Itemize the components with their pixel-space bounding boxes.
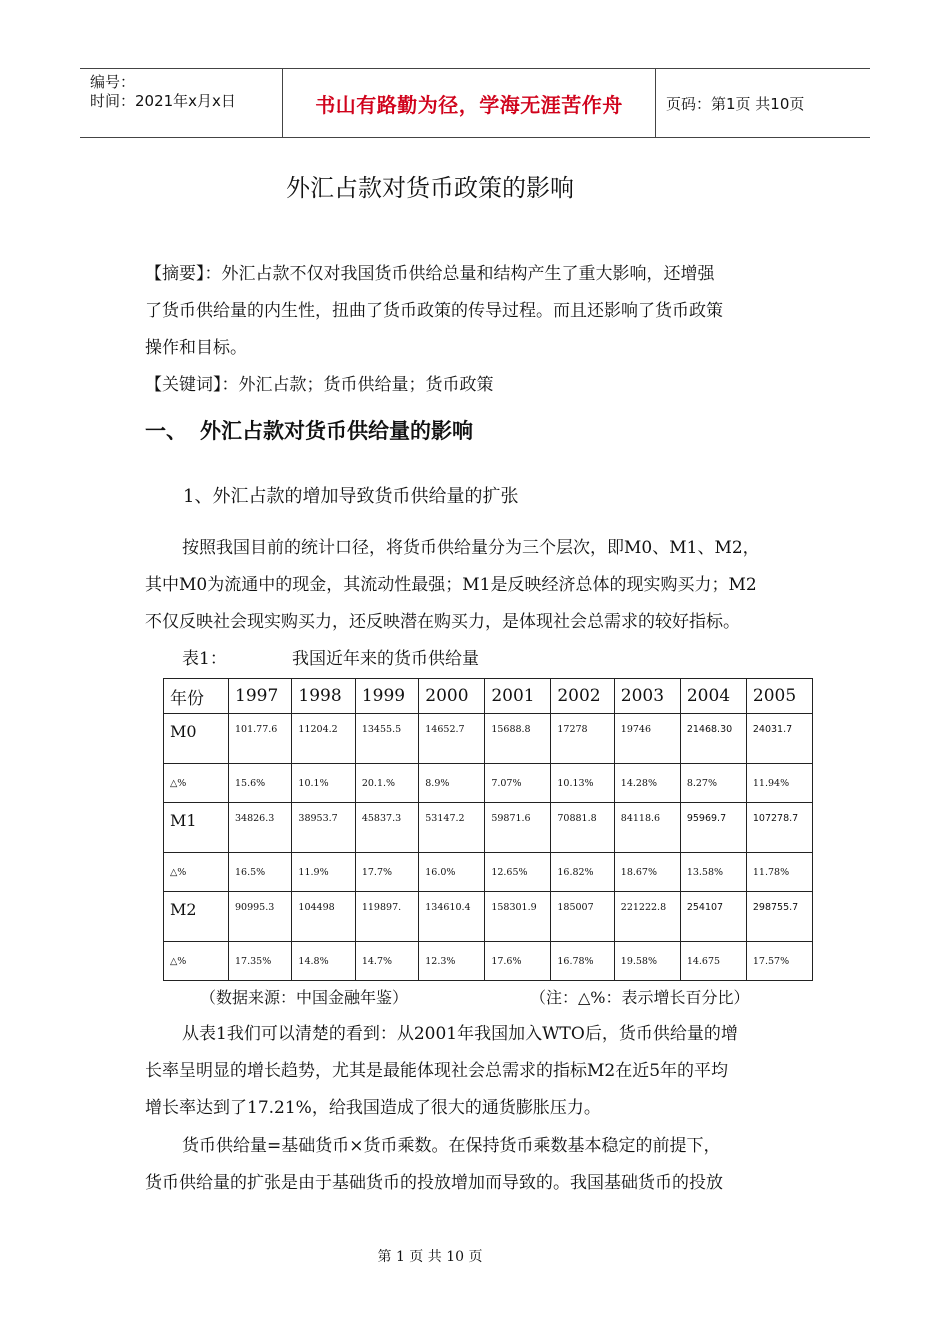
- table-cell: 15688.8: [485, 714, 551, 764]
- table-cell: 8.27%: [680, 764, 746, 803]
- table-row: [164, 803, 813, 853]
- table-caption: [145, 641, 815, 678]
- paragraph-line: 货币供给量=基础货币×货币乘数。在保持货币乘数基本稳定的前提下，: [182, 1136, 721, 1156]
- keywords: 【关键词】：外汇占款；货币供给量；货币政策: [145, 375, 494, 395]
- table-row: [164, 942, 813, 981]
- table-cell: 158301.9: [485, 892, 551, 942]
- table-cell: 134610.4: [419, 892, 485, 942]
- table-cell: 11204.2: [292, 714, 355, 764]
- table-cell: 18.67%: [614, 853, 680, 892]
- header-page-info: 页码：第1页 共10页: [666, 94, 805, 113]
- paragraph-line: 按照我国目前的统计口径，将货币供给量分为三个层次，即M0、M1、M2，: [182, 538, 760, 558]
- section-title: 外汇占款对货币供给量的影响: [200, 419, 473, 443]
- table-cell: 104498: [292, 892, 355, 942]
- table-header-cell: 2005: [746, 679, 812, 714]
- table-cell: 15.6%: [229, 764, 292, 803]
- table-cell: 17278: [551, 714, 614, 764]
- table-cell: 17.35%: [229, 942, 292, 981]
- page-footer: 第 1 页 共 10 页: [377, 1249, 483, 1265]
- table-source: （数据来源：中国金融年鉴）: [200, 988, 409, 1007]
- table-row: [164, 853, 813, 892]
- table-cell: 24031.7: [746, 714, 812, 764]
- abstract-line: 操作和目标。: [145, 338, 247, 358]
- table-note: （注：△%：表示增长百分比）: [530, 988, 750, 1007]
- table-cell: 17.57%: [746, 942, 812, 981]
- table-header-cell: 2002: [551, 679, 614, 714]
- number-label: 编号：: [90, 73, 136, 91]
- table-cell: 19.58%: [614, 942, 680, 981]
- table-cell: 38953.7: [292, 803, 355, 853]
- table-cell: 254107: [680, 892, 746, 942]
- paragraph-line: 从表1我们可以清楚的看到：从2001年我国加入WTO后，货币供给量的增: [182, 1024, 738, 1044]
- table-cell: 59871.6: [485, 803, 551, 853]
- abstract-line: 【摘要】：外汇占款不仅对我国货币供给总量和结构产生了重大影响，还增强: [145, 264, 715, 284]
- table-cell: 16.78%: [551, 942, 614, 981]
- table-cell: 34826.3: [229, 803, 292, 853]
- table-header-cell: 1999: [355, 679, 418, 714]
- money-supply-table: [163, 678, 813, 981]
- abstract: [145, 256, 815, 404]
- table-header-cell: 1997: [229, 679, 292, 714]
- table-cell: 7.07%: [485, 764, 551, 803]
- table-cell: 53147.2: [419, 803, 485, 853]
- table-header-cell: 年份: [164, 679, 229, 714]
- table-row: [164, 714, 813, 764]
- paragraph-3: [145, 1128, 815, 1202]
- table-cell: 298755.7: [746, 892, 812, 942]
- table-cell: 14652.7: [419, 714, 485, 764]
- table-cell: 16.0%: [419, 853, 485, 892]
- document-header: [80, 68, 870, 138]
- table-cell: 12.65%: [485, 853, 551, 892]
- table-cell: 11.9%: [292, 853, 355, 892]
- table-cell: 84118.6: [614, 803, 680, 853]
- table-header-cell: 2003: [614, 679, 680, 714]
- table-cell: 16.5%: [229, 853, 292, 892]
- table-caption-label: 表1：: [182, 649, 227, 669]
- paragraph-line: 长率呈明显的增长趋势，尤其是最能体现社会总需求的指标M2在近5年的平均: [145, 1061, 729, 1081]
- table-header-cell: 2001: [485, 679, 551, 714]
- table-cell: 14.7%: [355, 942, 418, 981]
- table-cell: △%: [164, 942, 229, 981]
- paragraph-2: [145, 1016, 815, 1127]
- time-label: 时间：2021年x月x日: [90, 92, 236, 110]
- table-cell: 10.13%: [551, 764, 614, 803]
- table-cell: 90995.3: [229, 892, 292, 942]
- table-cell: 12.3%: [419, 942, 485, 981]
- table-cell: 221222.8: [614, 892, 680, 942]
- table-cell: △%: [164, 764, 229, 803]
- table-cell: 17.6%: [485, 942, 551, 981]
- table-cell: 70881.8: [551, 803, 614, 853]
- table-header-row: [164, 679, 813, 714]
- paragraph-line: 增长率达到了17.21%，给我国造成了很大的通货膨胀压力。: [145, 1098, 601, 1118]
- table-cell: 107278.7: [746, 803, 812, 853]
- table-cell: 101.77.6: [229, 714, 292, 764]
- table-cell: 14.675: [680, 942, 746, 981]
- table-header-cell: 2000: [419, 679, 485, 714]
- table-header-cell: 2004: [680, 679, 746, 714]
- table-cell: 21468.30: [680, 714, 746, 764]
- table-notes: [200, 984, 820, 1012]
- paragraph-line: 其中M0为流通中的现金，其流动性最强；M1是反映经济总体的现实购买力；M2: [145, 575, 757, 595]
- table-cell: 13.58%: [680, 853, 746, 892]
- table-cell: 10.1%: [292, 764, 355, 803]
- table-cell: 95969.7: [680, 803, 746, 853]
- header-meta: [80, 69, 283, 137]
- table-cell: 11.78%: [746, 853, 812, 892]
- table-cell: 185007: [551, 892, 614, 942]
- table-cell: 20.1.%: [355, 764, 418, 803]
- table-cell: M2: [164, 892, 229, 942]
- section-heading: [145, 415, 473, 445]
- table-header-cell: 1998: [292, 679, 355, 714]
- paragraph-line: 不仅反映社会现实购买力，还反映潜在购买力，是体现社会总需求的较好指标。: [145, 612, 740, 632]
- table-cell: 16.82%: [551, 853, 614, 892]
- table-cell: 13455.5: [355, 714, 418, 764]
- header-motto: 书山有路勤为径，学海无涯苦作舟: [283, 69, 656, 137]
- paragraph-1: [145, 530, 815, 678]
- table-cell: △%: [164, 853, 229, 892]
- table-cell: M0: [164, 714, 229, 764]
- abstract-line: 了货币供给量的内生性，扭曲了货币政策的传导过程。而且还影响了货币政策: [145, 301, 723, 321]
- table-cell: 19746: [614, 714, 680, 764]
- table-cell: 119897.: [355, 892, 418, 942]
- table-cell: 11.94%: [746, 764, 812, 803]
- paragraph-line: 货币供给量的扩张是由于基础货币的投放增加而导致的。我国基础货币的投放: [145, 1173, 723, 1193]
- section-number: 一、: [145, 419, 187, 443]
- table-cell: 17.7%: [355, 853, 418, 892]
- subsection-heading: 1、外汇占款的增加导致货币供给量的扩张: [183, 486, 519, 507]
- table-row: [164, 892, 813, 942]
- table-cell: 14.8%: [292, 942, 355, 981]
- table-cell: 8.9%: [419, 764, 485, 803]
- table-row: [164, 764, 813, 803]
- table-cell: M1: [164, 803, 229, 853]
- table-cell: 45837.3: [355, 803, 418, 853]
- table-caption-title: 我国近年来的货币供给量: [292, 649, 479, 669]
- document-title: 外汇占款对货币政策的影响: [286, 174, 574, 202]
- table-cell: 14.28%: [614, 764, 680, 803]
